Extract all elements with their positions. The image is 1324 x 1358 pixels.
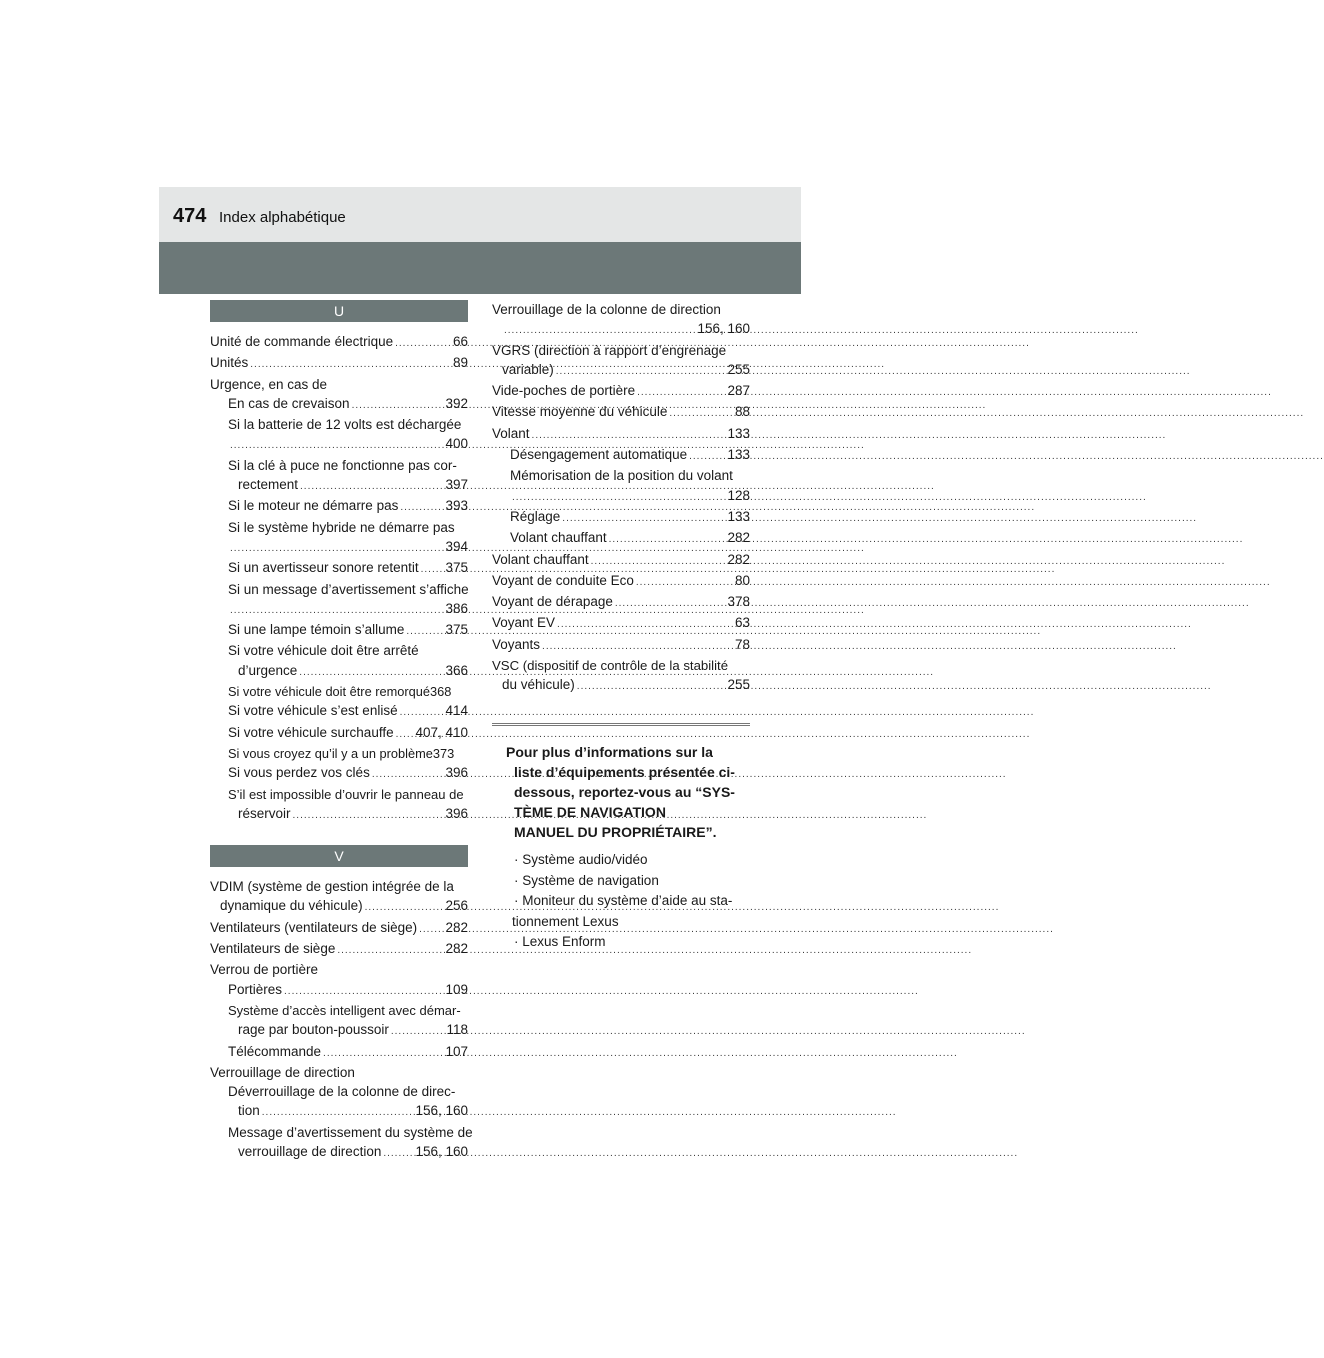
index-subentry-cont: rage par bouton-poussoir ..... 118 [210,1020,468,1041]
note-title-line: MANUEL DU PROPRIÉTAIRE”. [514,824,717,840]
index-subentry-cont: réservoir ..... 396 [210,804,468,825]
index-entry: Voyant de dérapage ..... 378 [492,592,750,613]
note-list-item: · Système de navigation [514,872,659,888]
note-title [506,742,750,842]
index-subentry: Si votre véhicule s’est enlisé ..... 414 [210,701,468,722]
index-entry: Unité de commande électrique ..... 66 [210,332,468,353]
index-entry-cont: dynamique du véhicule) ..... 256 [210,896,468,917]
note-list-item-cont: tionnement Lexus [512,913,619,929]
note-list-item: · Système audio/vidéo [514,852,648,867]
index-entry: Unités ..... 89 [210,353,468,374]
section-banner [159,242,801,294]
index-subentry: Si votre véhicule surchauffe ..... 407, 410 [210,723,468,744]
index-subentry: Si la batterie de 12 volts est déchargée [228,417,462,433]
index-subentry: Déverrouillage de la colonne de direc- [228,1084,456,1100]
page-title: Index alphabétique [219,209,346,226]
index-subentry-cont: tion ..... 156, 160 [210,1101,468,1122]
index-subentry: Si vous perdez vos clés ..... 396 [210,763,468,784]
index-entry: Verrouillage de direction [210,1064,355,1080]
note-title-line: dessous, reportez-vous au “SYS- [514,784,735,800]
index-subentry-cont: verrouillage de direction ..... 156, 160 [210,1142,468,1163]
index-entry-cont: du véhicule) ..... 255 [492,675,750,696]
index-subentry: Télécommande ..... 107 [210,1042,468,1063]
index-entry: Voyant de conduite Eco ..... 80 [492,571,750,592]
index-entry: Volant chauffant ..... 282 [492,550,750,571]
index-subentry-cont: d’urgence ..... 366 [210,661,468,682]
index-column-right [492,300,750,697]
index-entry: Ventilateurs de siège ..... 282 [210,939,468,960]
index-subentry: Système d’accès intelligent avec démar- [228,1002,461,1018]
index-entry-cont: ..... 156, 160 [492,319,750,340]
note-list-item: · Lexus Enform [514,934,606,949]
index-subentry: Si un avertisseur sonore retentit ..... 375 [210,558,468,579]
note-title-line: liste d’équipements présentée ci- [514,764,735,780]
index-subentry: Si le moteur ne démarre pas ..... 393 [210,496,468,517]
index-subentry: Si votre véhicule doit être remorqué 368 [228,684,452,700]
note-list [514,850,750,953]
navigation-manual-note [492,723,750,953]
index-entry: Verrou de portière [210,962,319,978]
note-title-line: TÈME DE NAVIGATION [514,804,666,820]
index-subentry-cont: ..... 386 [210,599,468,620]
index-entry: VDIM (système de gestion intégrée de la [210,879,454,895]
index-subentry: Mémorisation de la position du volant [510,468,733,484]
index-subentry: Si vous croyez qu’il y a un problème 373 [228,745,455,761]
index-entry-cont: variable) ..... 255 [492,360,750,381]
index-entry: Ventilateurs (ventilateurs de siège) ..... 282 [210,918,468,939]
index-subentry: Message d’avertissement du système de [228,1124,473,1140]
index-subentry-cont: rectement ..... 397 [210,475,468,496]
index-subentry: Si votre véhicule doit être arrêté [228,643,419,659]
index-subentry: Portières ..... 109 [210,980,468,1001]
section-header-v: V [210,845,468,867]
index-column-left [210,300,473,1163]
index-entry: VSC (dispositif de contrôle de la stabilité [492,658,729,674]
index-entry: Voyant EV ..... 63 [492,613,750,634]
index-subentry: Si le système hybride ne démarre pas [228,519,455,535]
index-subentry: Réglage ..... 133 [492,507,750,528]
index-subentry: Désengagement automatique ..... 133 [492,445,750,466]
index-subentry: S’il est impossible d’ouvrir le panneau de [228,786,464,802]
index-subentry-cont: ..... 128 [492,486,750,507]
index-subentry: En cas de crevaison ..... 392 [210,394,468,415]
index-subentry-cont: ..... 394 [210,537,468,558]
section-header-u: U [210,300,468,322]
note-title-line: Pour plus d’informations sur la [506,744,713,760]
index-subentry-cont: ..... 400 [210,434,468,455]
index-subentry: Si la clé à puce ne fonctionne pas cor- [228,457,457,473]
index-entry: Urgence, en cas de [210,376,328,392]
index-entry: Volant ..... 133 [492,424,750,445]
index-entry: Vitesse moyenne du véhicule ..... 88 [492,402,750,423]
index-entry: VGRS (direction à rapport d’engrenage [492,342,727,358]
index-entry: Voyants ..... 78 [492,635,750,656]
index-entry: Verrouillage de la colonne de direction [492,302,721,317]
index-entry: Vide-poches de portière ..... 287 [492,381,750,402]
note-list-item: · Moniteur du système d’aide au sta- [514,893,733,908]
page-number: 474 [173,205,207,227]
index-subentry: Si un message d’avertissement s’affiche [228,581,469,597]
index-subentry: Si une lampe témoin s’allume ..... 375 [210,620,468,641]
index-subentry: Volant chauffant ..... 282 [492,528,750,549]
